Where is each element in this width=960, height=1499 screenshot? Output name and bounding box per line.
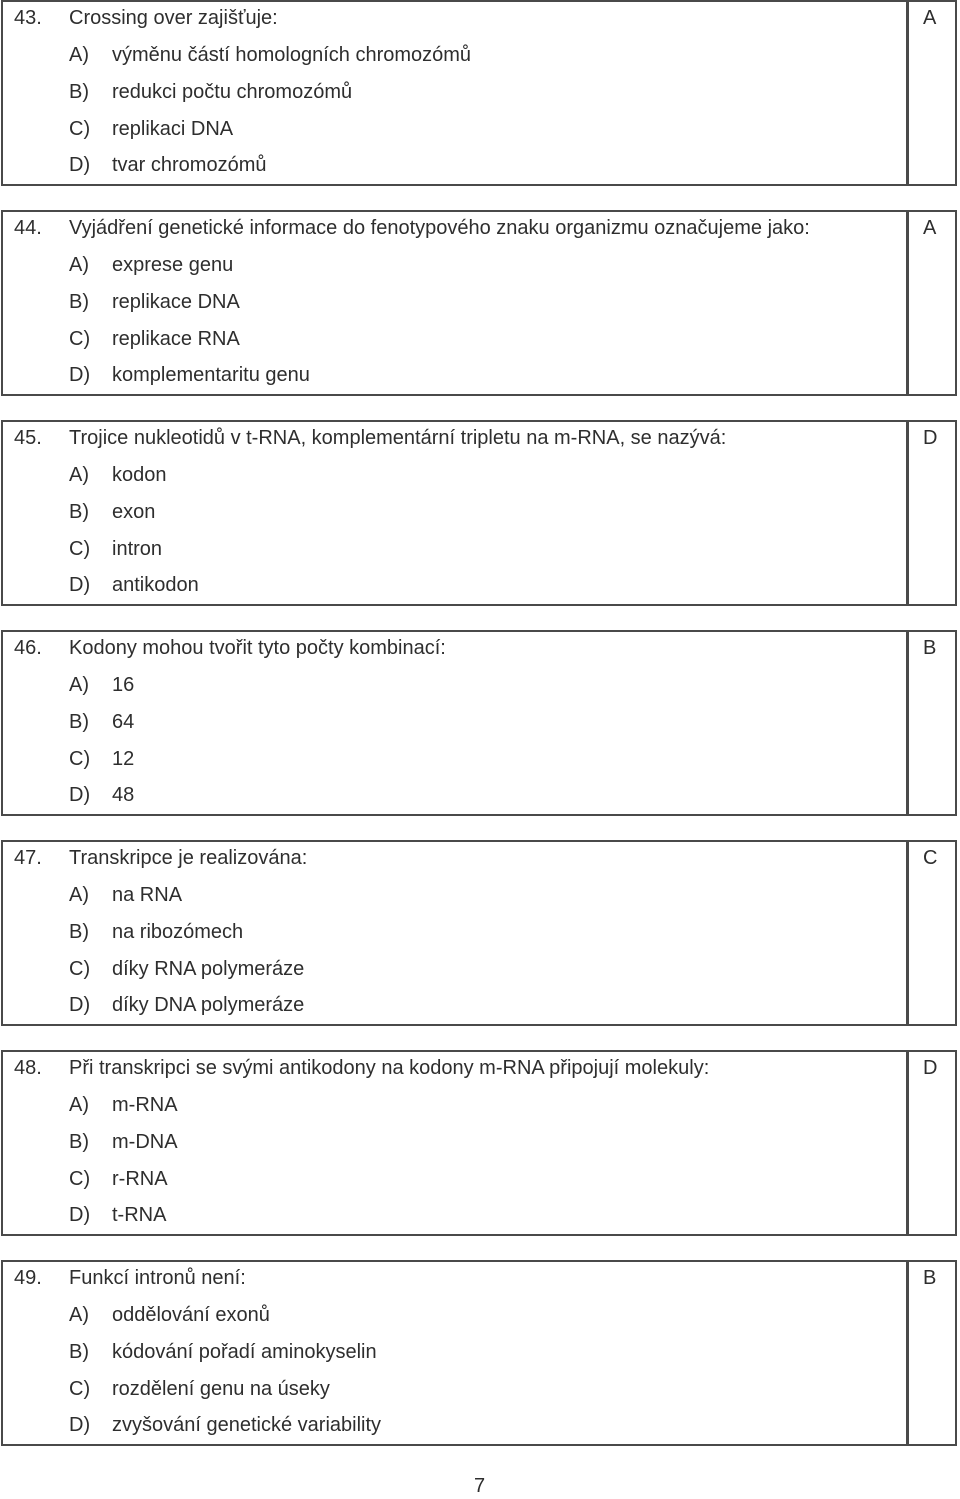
question-number: 48. [14, 1057, 42, 1079]
option-letter: B) [69, 81, 89, 103]
option-letter: A) [69, 1094, 89, 1116]
answer-cell [907, 420, 957, 606]
option-text: 16 [112, 674, 135, 696]
question-block-46 [1, 630, 957, 816]
page-number: 7 [474, 1475, 486, 1497]
answer-letter: D [923, 1057, 938, 1079]
answer-cell [907, 210, 957, 396]
question-number: 46. [14, 637, 42, 659]
option-letter: C) [69, 1378, 91, 1400]
answer-letter: B [923, 637, 937, 659]
question-number: 43. [14, 7, 42, 29]
question-cell [1, 630, 908, 816]
answer-cell [907, 0, 957, 186]
option-letter: C) [69, 328, 91, 350]
question-block-49 [1, 1260, 957, 1446]
option-letter: D) [69, 1414, 91, 1436]
option-text: zvyšování genetické variability [112, 1414, 382, 1436]
answer-cell [907, 1260, 957, 1446]
answer-letter: C [923, 847, 938, 869]
option-text: díky RNA polymeráze [112, 958, 305, 980]
option-letter: C) [69, 118, 91, 140]
option-text: replikaci DNA [112, 118, 234, 140]
question-text: Kodony mohou tvořit tyto počty kombinací: [69, 637, 446, 659]
option-letter: D) [69, 364, 91, 386]
option-letter: B) [69, 921, 89, 943]
option-letter: A) [69, 884, 89, 906]
option-text: kódování pořadí aminokyselin [112, 1341, 377, 1363]
option-letter: D) [69, 784, 91, 806]
option-letter: D) [69, 154, 91, 176]
option-letter: B) [69, 1131, 89, 1153]
option-text: replikace RNA [112, 328, 240, 350]
option-letter: B) [69, 711, 89, 733]
option-letter: D) [69, 1204, 91, 1226]
option-text: antikodon [112, 574, 199, 596]
question-cell [1, 420, 908, 606]
option-text: výměnu částí homologních chromozómů [112, 44, 472, 66]
option-text: exon [112, 501, 156, 523]
question-number: 49. [14, 1267, 42, 1289]
option-letter: B) [69, 291, 89, 313]
question-text: Trojice nukleotidů v t-RNA, komplementární tripletu na m-RNA, se nazývá: [69, 427, 727, 449]
answer-cell [907, 1050, 957, 1236]
question-cell [1, 1260, 908, 1446]
question-text: Vyjádření genetické informace do fenotypového znaku organizmu označujeme jako: [69, 217, 810, 239]
option-text: oddělování exonů [112, 1304, 270, 1326]
option-letter: C) [69, 958, 91, 980]
answer-cell [907, 840, 957, 1026]
answer-letter: A [923, 217, 937, 239]
question-text: Crossing over zajišťuje: [69, 7, 278, 29]
option-text: díky DNA polymeráze [112, 994, 305, 1016]
option-letter: D) [69, 574, 91, 596]
option-text: na ribozómech [112, 921, 244, 943]
question-cell [1, 840, 908, 1026]
question-cell [1, 0, 908, 186]
option-letter: A) [69, 674, 89, 696]
option-letter: A) [69, 44, 89, 66]
option-letter: B) [69, 1341, 89, 1363]
option-text: kodon [112, 464, 167, 486]
option-text: 64 [112, 711, 135, 733]
question-cell [1, 1050, 908, 1236]
question-number: 44. [14, 217, 42, 239]
option-letter: C) [69, 748, 91, 770]
option-text: r-RNA [112, 1168, 168, 1190]
question-text: Při transkripci se svými antikodony na kodony m-RNA připojují molekuly: [69, 1057, 710, 1079]
option-text: exprese genu [112, 254, 234, 276]
option-text: intron [112, 538, 163, 560]
option-letter: A) [69, 254, 89, 276]
option-text: replikace DNA [112, 291, 240, 313]
question-text: Transkripce je realizována: [69, 847, 308, 869]
answer-letter: B [923, 1267, 937, 1289]
question-number: 47. [14, 847, 42, 869]
question-block-44 [1, 210, 957, 396]
option-letter: C) [69, 1168, 91, 1190]
question-block-47 [1, 840, 957, 1026]
option-letter: A) [69, 1304, 89, 1326]
option-letter: C) [69, 538, 91, 560]
option-letter: A) [69, 464, 89, 486]
option-text: redukci počtu chromozómů [112, 81, 353, 103]
option-text: na RNA [112, 884, 183, 906]
question-text: Funkcí intronů není: [69, 1267, 246, 1289]
option-text: tvar chromozómů [112, 154, 267, 176]
option-text: t-RNA [112, 1204, 167, 1226]
option-text: komplementaritu genu [112, 364, 310, 386]
option-text: 12 [112, 748, 135, 770]
question-block-43 [1, 0, 957, 186]
question-number: 45. [14, 427, 42, 449]
option-text: m-DNA [112, 1131, 178, 1153]
question-block-48 [1, 1050, 957, 1236]
option-text: 48 [112, 784, 135, 806]
option-text: rozdělení genu na úseky [112, 1378, 330, 1400]
option-letter: D) [69, 994, 91, 1016]
option-letter: B) [69, 501, 89, 523]
answer-letter: A [923, 7, 937, 29]
answer-letter: D [923, 427, 938, 449]
question-block-45 [1, 420, 957, 606]
question-cell [1, 210, 908, 396]
answer-cell [907, 630, 957, 816]
option-text: m-RNA [112, 1094, 178, 1116]
